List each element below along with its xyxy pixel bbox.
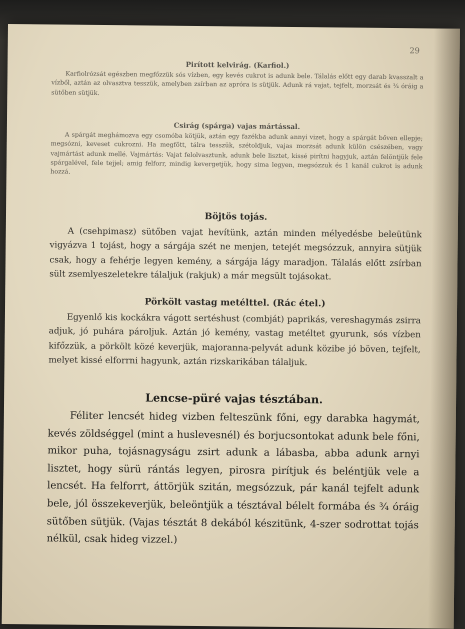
recipe-body: Karfiolrózsát egészben megfőzzük sós vízben, egy kevés cukrot is adunk bele. Tálalás előtt egy darab kvasszalt a vízből, aztán az olvasztva tesszük, amelyben zsírban az apróra is sütjük. Adunk rá vajat, tejfelt, morzsát és ¾ óráig a sütőben sütjük. [51,70,424,97]
recipe-porkolt [48,296,421,372]
recipe-title: Lencse-püré vajas tésztában. [145,391,323,407]
page-number: 29 [409,46,420,56]
recipe-title: Csirág (spárga) vajas mártással. [173,120,301,132]
recipe-body: A (csehpimasz) sütőben vajat hevítünk, aztán minden mélyedésbe beleütünk vigyázva 1 tojást, hogy a sárgája szét ne menjen, tetejét megsózzuk, annyira sütjük csak, hogy a fehérje legyen kemény, a sárgája lágy maradjon. Tálalás előtt zsírban sült zsemlyeszeletekre tálaljuk (rakjuk) a már megsült tojásokat. [49,226,422,283]
recipe-karfiol [51,58,423,101]
recipe-title: Pörkölt vastag metélttel. (Rác étel.) [144,297,326,310]
recipe-sparga [50,119,423,180]
recipe-title: Pirított kelvirág. (Karfiol.) [185,59,290,70]
recipe-body: Egyenlő kis kockákra vágott sertéshust (combját) paprikás, vereshagymás zsirra adjuk, jó puhára pároljuk. Aztán jó kemény, vastag metéltet gyurunk, sós vízben kifőzzük, a pörkölt közé keverjük, majoranna-pelyvát adunk közibe jó böven, tejfelt, melyet kissé elforrni hagyunk, aztán rizskarikában tálaljuk. [48,312,421,369]
recipe-bojtos-tojas [49,210,422,286]
recipe-lencse-pure [47,390,421,552]
recipe-title: Böjtös tojás. [204,212,268,223]
book-page [2,24,460,629]
recipe-body: A spárgát meghámozva egy csomóba kötjük, aztán egy fazékba adunk annyi vizet, hogy a spárgát bőven ellepje; megsózni, keveset cukrozni. Ha megfőtt, tálra tesszük, szétoldjuk, vajas morzsát adunk külön csészében, vagy vajmártást adunk mellé. Vajmártás: Vajat felolvasztunk, adunk bele lisztet, kissé pirítni hagyjuk, aztán felöntjük fele spárgalével, fele tejjel; amig felforr, mindig kevergetjük, hogy sima legyen, megsózzuk és 1 kanál cukrot is adunk hozzá. [50,131,423,176]
recipe-body: Féliter lencsét hideg vizben felteszünk főni, egy darabka hagymát, kevés zöldséggel (mint a huslevesnél) és borjucsontokat adunk bele főni, mikor puha, tojásnagyságu zsirt adunk a lábasba, abba adunk arnyi lisztet, hogy sürü rántás legyen, pirosra pirítjuk és beléntjük vele a lencsét. Ha felforrt, áttörjük szitán, megsózzuk, pár kanál tejfelt adunk bele, jól összekeverjük, beleöntjük a tésztával bélelt formába és ¾ óráig sütőben sütjük. (Vajas tésztát 8 dekából készitünk, 4-szer sodrottat tojás nélkül, csak hideg vizzel.) [46,410,420,546]
